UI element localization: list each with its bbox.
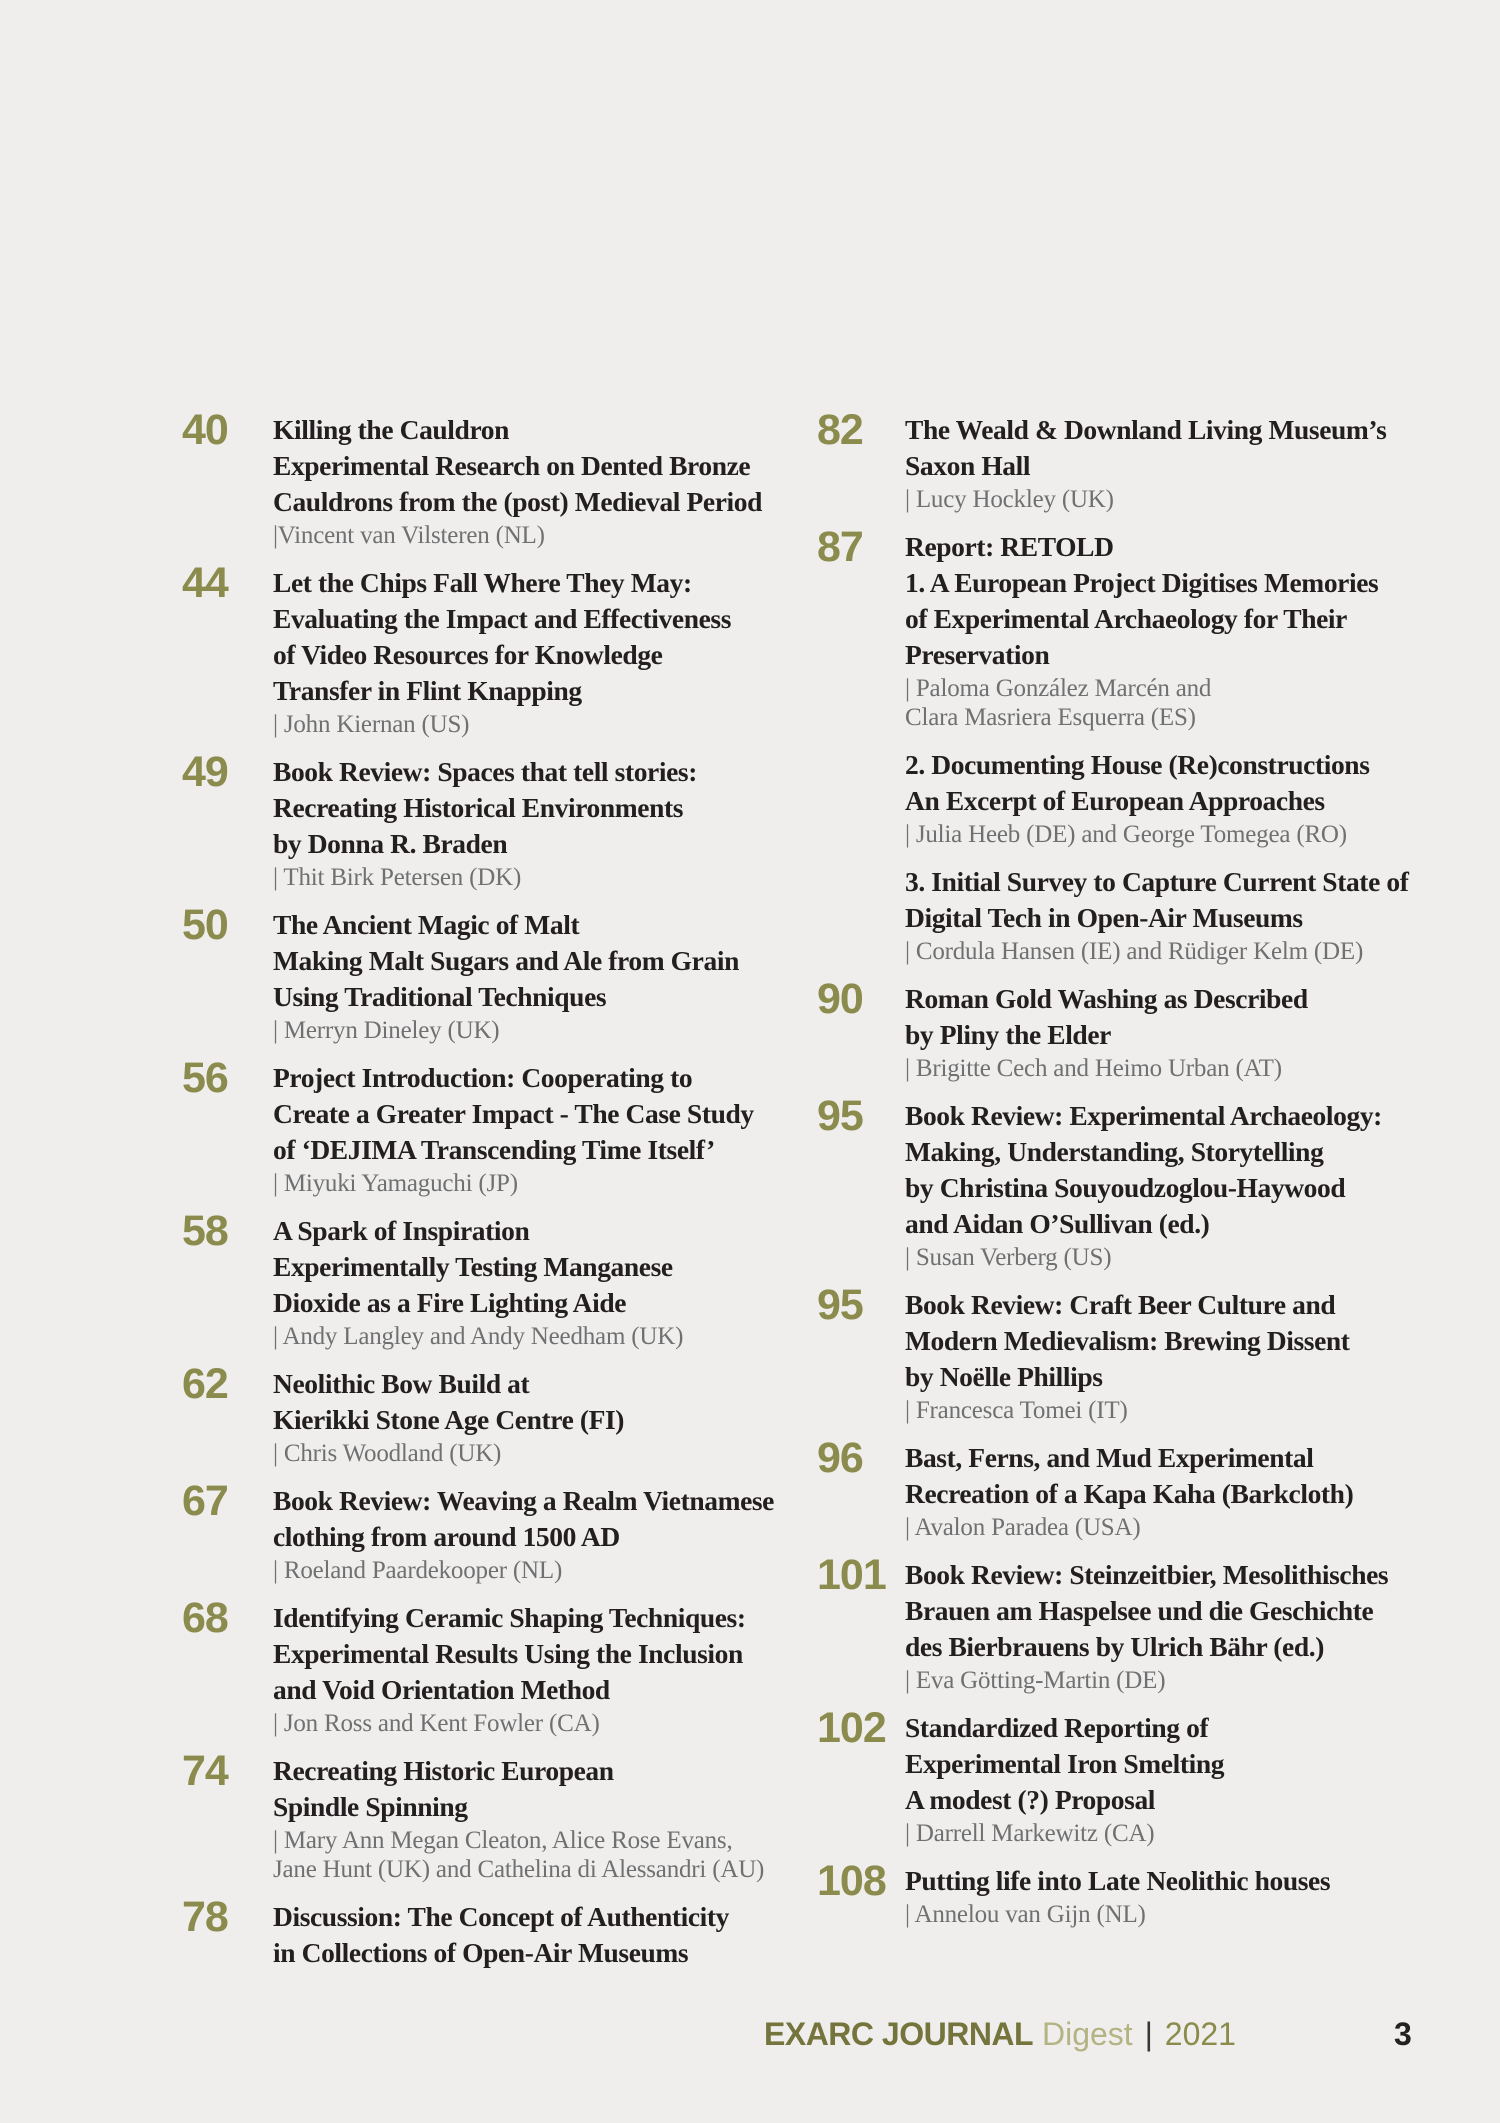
title-line: Report: RETOLD <box>905 531 1114 562</box>
toc-entry-title <box>273 754 812 862</box>
toc-entry <box>182 1207 812 1351</box>
toc-entry-page-number: 62 <box>182 1360 228 1408</box>
title-line: Bast, Ferns, and Mud Experimental <box>905 1442 1314 1473</box>
title-line: Using Traditional Techniques <box>273 981 607 1012</box>
toc-entry-title <box>273 1060 812 1168</box>
title-line: Making Malt Sugars and Ale from Grain <box>273 945 739 976</box>
toc-entry-authors <box>905 937 1482 966</box>
toc-entry <box>182 1893 812 1971</box>
toc-entry <box>817 1434 1482 1542</box>
toc-entry-body <box>273 1600 812 1738</box>
toc-entry-authors <box>273 1439 812 1468</box>
toc-entry-body <box>905 1098 1482 1272</box>
title-line: A Spark of Inspiration <box>273 1215 530 1246</box>
toc-entry-authors <box>905 674 1482 732</box>
toc-entry-page-number: 49 <box>182 748 228 796</box>
title-line: Cauldrons from the (post) Medieval Period <box>273 486 763 517</box>
author-line: | Susan Verberg (US) <box>905 1244 1112 1271</box>
page-number: 3 <box>1394 2016 1412 2052</box>
title-line: The Ancient Magic of Malt <box>273 909 580 940</box>
toc-entry <box>817 1704 1482 1848</box>
title-line: Experimental Research on Dented Bronze <box>273 450 751 481</box>
toc-entry-authors <box>905 485 1482 514</box>
footer <box>0 2016 1500 2060</box>
toc-entry-title <box>905 529 1482 673</box>
toc-entry <box>817 406 1482 514</box>
toc-entry-authors <box>905 1396 1482 1425</box>
toc-entry <box>182 1360 812 1468</box>
toc-entry <box>182 748 812 892</box>
toc-entry-body <box>905 1863 1482 1929</box>
title-line: Evaluating the Impact and Effectiveness <box>273 603 732 634</box>
toc-entry-authors <box>273 1016 812 1045</box>
toc-entry-body <box>273 1060 812 1198</box>
toc-entry-page-number: 67 <box>182 1477 228 1525</box>
toc-entry-title <box>273 1899 812 1971</box>
author-line: | Annelou van Gijn (NL) <box>905 1901 1146 1928</box>
toc-entry-authors <box>273 1322 812 1351</box>
title-line: 1. A European Project Digitises Memories <box>905 567 1379 598</box>
author-line: | Cordula Hansen (IE) and Rüdiger Kelm (DE) <box>905 938 1364 965</box>
journal-year: 2021 <box>1164 2016 1236 2052</box>
toc-entry <box>182 1054 812 1198</box>
title-line: of ‘DEJIMA Transcending Time Itself’ <box>273 1134 715 1165</box>
title-line: Book Review: Spaces that tell stories: <box>273 756 697 787</box>
author-line: | Thit Birk Petersen (DK) <box>273 864 522 891</box>
toc-entry-authors <box>905 1666 1482 1695</box>
toc-entry <box>182 901 812 1045</box>
title-line: 2. Documenting House (Re)constructions <box>905 749 1370 780</box>
author-line: | Lucy Hockley (UK) <box>905 486 1114 513</box>
author-line: | Paloma González Marcén and <box>905 675 1212 702</box>
toc-entry-page-number: 96 <box>817 1434 863 1482</box>
toc-entry-body <box>273 412 812 550</box>
toc-entry-title <box>273 1600 812 1708</box>
title-line: of Experimental Archaeology for Their <box>905 603 1347 634</box>
toc-entry-title <box>905 747 1482 819</box>
title-line: Book Review: Craft Beer Culture and <box>905 1289 1336 1320</box>
title-line: Killing the Cauldron <box>273 414 509 445</box>
title-line: Standardized Reporting of <box>905 1712 1209 1743</box>
title-line: Discussion: The Concept of Authenticity <box>273 1901 730 1932</box>
toc-entry-authors <box>273 863 812 892</box>
toc-entry-title <box>905 1287 1482 1395</box>
toc-entry-authors <box>273 521 812 550</box>
title-line: des Bierbrauens by Ulrich Bähr (ed.) <box>905 1631 1324 1662</box>
toc-entry-page-number: 78 <box>182 1893 228 1941</box>
toc-entry-title <box>273 1753 812 1825</box>
title-line: by Pliny the Elder <box>905 1019 1111 1050</box>
toc-entry-body <box>273 1213 812 1351</box>
toc-entry-authors <box>905 1513 1482 1542</box>
toc-entry-body <box>905 529 1482 732</box>
author-line: | John Kiernan (US) <box>273 711 470 738</box>
toc-entry-title <box>273 1213 812 1321</box>
toc-entry <box>817 864 1482 966</box>
title-line: Project Introduction: Cooperating to <box>273 1062 693 1093</box>
toc-entry-body <box>273 565 812 739</box>
title-line: Putting life into Late Neolithic houses <box>905 1865 1331 1896</box>
title-line: and Aidan O’Sullivan (ed.) <box>905 1208 1210 1239</box>
title-line: Recreating Historic European <box>273 1755 614 1786</box>
title-line: Transfer in Flint Knapping <box>273 675 582 706</box>
title-line: by Noëlle Phillips <box>905 1361 1103 1392</box>
title-line: Identifying Ceramic Shaping Techniques: <box>273 1602 746 1633</box>
toc-entry-title <box>905 1557 1482 1665</box>
title-line: Recreating Historical Environments <box>273 792 684 823</box>
author-line: | Mary Ann Megan Cleaton, Alice Rose Evans, <box>273 1827 733 1854</box>
title-line: Book Review: Experimental Archaeology: <box>905 1100 1382 1131</box>
toc-entry <box>182 1477 812 1585</box>
toc-entry <box>817 975 1482 1083</box>
toc-entry-page-number: 90 <box>817 975 863 1023</box>
toc-entry-page-number: 102 <box>817 1704 886 1752</box>
author-line: | Darrell Markewitz (CA) <box>905 1820 1155 1847</box>
toc-entry-title <box>905 1710 1482 1818</box>
toc-entry <box>817 1857 1482 1929</box>
toc-entry-title <box>273 907 812 1015</box>
journal-name: EXARC JOURNAL <box>764 2016 1034 2052</box>
title-line: An Excerpt of European Approaches <box>905 785 1325 816</box>
toc-entry-authors <box>905 1054 1482 1083</box>
toc-entry <box>817 523 1482 732</box>
toc-entry-authors <box>273 1169 812 1198</box>
toc-entry-authors <box>273 1556 812 1585</box>
toc-entry-page-number: 44 <box>182 559 228 607</box>
author-line: | Andy Langley and Andy Needham (UK) <box>273 1323 684 1350</box>
title-line: in Collections of Open-Air Museums <box>273 1937 689 1968</box>
author-line: | Brigitte Cech and Heimo Urban (AT) <box>905 1055 1282 1082</box>
title-line: by Donna R. Braden <box>273 828 508 859</box>
title-line: Saxon Hall <box>905 450 1031 481</box>
toc-entry-authors <box>905 1900 1482 1929</box>
toc-entry-title <box>273 565 812 709</box>
toc-entry-body <box>273 907 812 1045</box>
author-line: | Roeland Paardekooper (NL) <box>273 1557 563 1584</box>
title-line: and Void Orientation Method <box>273 1674 610 1705</box>
title-line: Recreation of a Kapa Kaha (Barkcloth) <box>905 1478 1354 1509</box>
toc-entry-body <box>905 747 1482 849</box>
author-line: | Julia Heeb (DE) and George Tomegea (RO) <box>905 821 1347 848</box>
title-line: Digital Tech in Open-Air Museums <box>905 902 1303 933</box>
author-line: | Eva Götting-Martin (DE) <box>905 1667 1166 1694</box>
toc-entry-title <box>905 981 1482 1053</box>
toc-entry-authors <box>273 710 812 739</box>
title-line: The Weald & Downland Living Museum’s <box>905 414 1387 445</box>
title-line: Spindle Spinning <box>273 1791 468 1822</box>
title-line: Kierikki Stone Age Centre (FI) <box>273 1404 625 1435</box>
toc-entry-title <box>905 864 1482 936</box>
toc-entry <box>817 1092 1482 1272</box>
toc-entry-title <box>273 1483 812 1555</box>
author-line: | Francesca Tomei (IT) <box>905 1397 1128 1424</box>
author-line: | Merryn Dineley (UK) <box>273 1017 500 1044</box>
toc-entry-page-number: 40 <box>182 406 228 454</box>
toc-entry-body <box>273 1366 812 1468</box>
toc-entry <box>182 406 812 550</box>
title-line: Book Review: Steinzeitbier, Mesolithisches <box>905 1559 1389 1590</box>
toc-column-left <box>182 406 812 1986</box>
title-line: Neolithic Bow Build at <box>273 1368 530 1399</box>
toc-entry-page-number: 108 <box>817 1857 886 1905</box>
author-line: Jane Hunt (UK) and Cathelina di Alessandri (AU) <box>273 1856 765 1883</box>
toc-entry-page-number: 74 <box>182 1747 228 1795</box>
author-line: | Jon Ross and Kent Fowler (CA) <box>273 1710 600 1737</box>
toc-entry-body <box>273 1899 812 1971</box>
toc-entry-page-number: 68 <box>182 1594 228 1642</box>
title-line: by Christina Souyoudzoglou-Haywood <box>905 1172 1346 1203</box>
toc-entry <box>182 559 812 739</box>
toc-entry-title <box>905 412 1482 484</box>
toc-entry-body <box>273 1483 812 1585</box>
toc-entry <box>817 1281 1482 1425</box>
toc-entry-page-number: 87 <box>817 523 863 571</box>
toc-entry-page-number: 56 <box>182 1054 228 1102</box>
toc-entry <box>182 1747 812 1884</box>
title-line: Create a Greater Impact - The Case Study <box>273 1098 754 1129</box>
toc-entry-authors <box>905 1819 1482 1848</box>
footer-brand <box>764 2016 1236 2052</box>
journal-edition: Digest <box>1041 2016 1133 2052</box>
toc-entry-page-number: 58 <box>182 1207 228 1255</box>
toc-entry-title <box>905 1863 1482 1899</box>
toc-entry-title <box>273 1366 812 1438</box>
toc-entry <box>182 1594 812 1738</box>
title-line: clothing from around 1500 AD <box>273 1521 620 1552</box>
toc-entry-page-number: 82 <box>817 406 863 454</box>
toc-entry-authors <box>905 1243 1482 1272</box>
title-line: Experimentally Testing Manganese <box>273 1251 673 1282</box>
title-line: Dioxide as a Fire Lighting Aide <box>273 1287 627 1318</box>
toc-entry-authors <box>273 1826 812 1884</box>
title-line: Brauen am Haspelsee und die Geschichte <box>905 1595 1374 1626</box>
toc-entry-page-number: 95 <box>817 1092 863 1140</box>
toc-entry-body <box>905 1287 1482 1425</box>
toc-entry-authors <box>905 820 1482 849</box>
title-line: Let the Chips Fall Where They May: <box>273 567 692 598</box>
toc-entry-page-number: 50 <box>182 901 228 949</box>
toc-entry-body <box>905 864 1482 966</box>
toc-entry-title <box>273 412 812 520</box>
toc-entry-body <box>273 1753 812 1884</box>
title-line: 3. Initial Survey to Capture Current State of <box>905 866 1409 897</box>
title-line: Book Review: Weaving a Realm Vietnamese <box>273 1485 774 1516</box>
title-line: Experimental Results Using the Inclusion <box>273 1638 743 1669</box>
toc-entry-body <box>905 1710 1482 1848</box>
toc-entry-title <box>905 1440 1482 1512</box>
toc-column-right <box>817 406 1482 1944</box>
toc-entry-page-number: 101 <box>817 1551 886 1599</box>
footer-separator: | <box>1144 2016 1153 2052</box>
author-line: | Chris Woodland (UK) <box>273 1440 502 1467</box>
toc-entry-body <box>905 1557 1482 1695</box>
author-line: Clara Masriera Esquerra (ES) <box>905 704 1196 731</box>
title-line: A modest (?) Proposal <box>905 1784 1156 1815</box>
title-line: Preservation <box>905 639 1050 670</box>
toc-entry-body <box>273 754 812 892</box>
toc-entry-title <box>905 1098 1482 1242</box>
toc-entry-body <box>905 1440 1482 1542</box>
toc-entry <box>817 747 1482 849</box>
title-line: Roman Gold Washing as Described <box>905 983 1308 1014</box>
toc-entry-body <box>905 412 1482 514</box>
toc-entry-page-number: 95 <box>817 1281 863 1329</box>
title-line: Modern Medievalism: Brewing Dissent <box>905 1325 1350 1356</box>
author-line: | Miyuki Yamaguchi (JP) <box>273 1170 518 1197</box>
title-line: of Video Resources for Knowledge <box>273 639 663 670</box>
toc-entry-body <box>905 981 1482 1083</box>
author-line: |Vincent van Vilsteren (NL) <box>273 522 545 549</box>
title-line: Experimental Iron Smelting <box>905 1748 1225 1779</box>
toc-entry-authors <box>273 1709 812 1738</box>
title-line: Making, Understanding, Storytelling <box>905 1136 1324 1167</box>
author-line: | Avalon Paradea (USA) <box>905 1514 1141 1541</box>
toc-entry <box>817 1551 1482 1695</box>
